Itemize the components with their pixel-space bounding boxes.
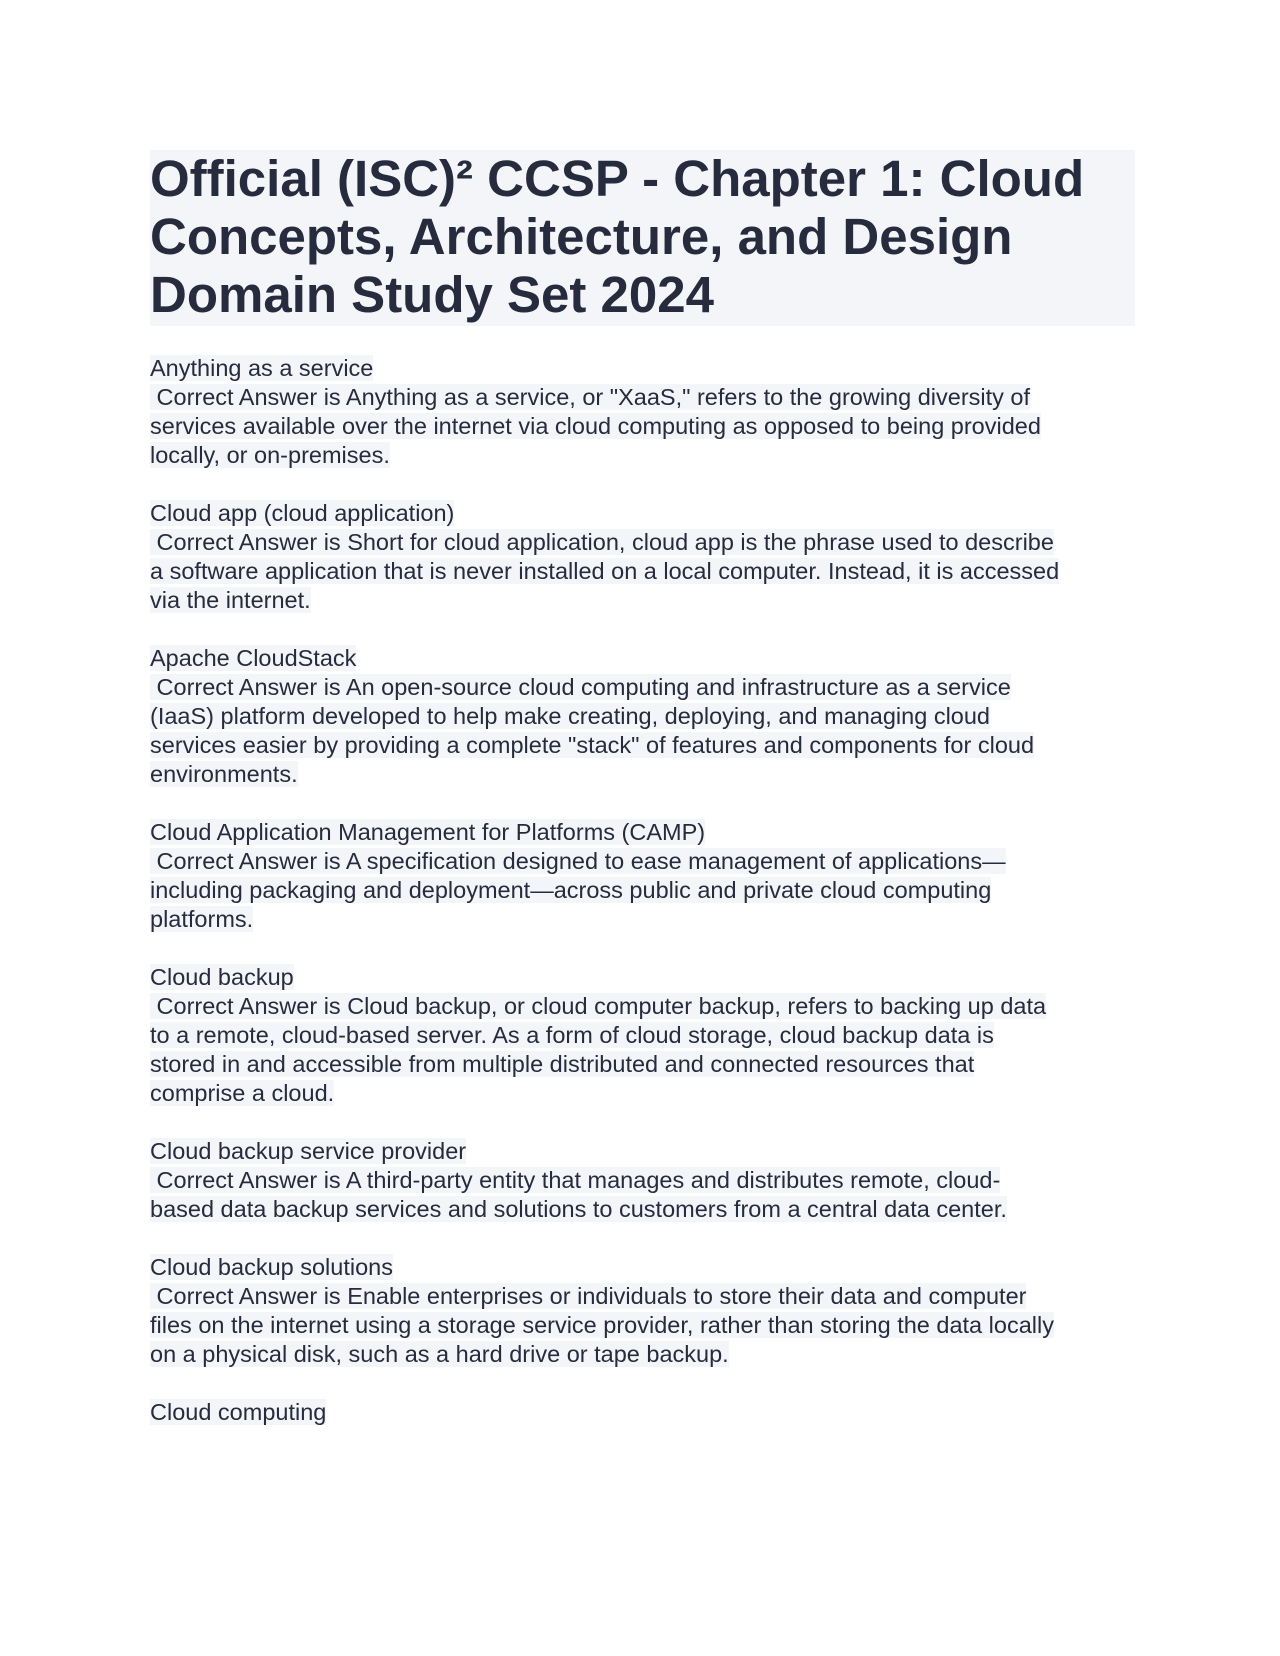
entry-term: Cloud backup service provider xyxy=(150,1138,467,1164)
answer-line: locally, or on-premises. xyxy=(150,442,390,468)
entry-cloud-backup-service-provider xyxy=(150,1137,1135,1224)
entry-term: Cloud app (cloud application) xyxy=(150,500,455,526)
entry-term: Anything as a service xyxy=(150,355,374,381)
answer-line: Correct Answer is An open-source cloud computing and infrastructure as a service xyxy=(150,674,1011,700)
answer-line: including packaging and deployment—across public and private cloud computing xyxy=(150,877,992,903)
answer-line: services available over the internet via cloud computing as opposed to being provided xyxy=(150,413,1041,439)
answer-line: files on the internet using a storage service provider, rather than storing the data locally xyxy=(150,1312,1054,1338)
entry-apache-cloudstack xyxy=(150,644,1135,789)
entry-cloud-computing xyxy=(150,1398,1135,1427)
answer-line: on a physical disk, such as a hard drive or tape backup. xyxy=(150,1341,729,1367)
answer-line: services easier by providing a complete "stack" of features and components for cloud xyxy=(150,732,1035,758)
title-line: Official (ISC)² CCSP - Chapter 1: Cloud xyxy=(150,150,1085,207)
document-page xyxy=(150,150,1135,1456)
answer-line: Correct Answer is A third-party entity that manages and distributes remote, cloud- xyxy=(150,1167,1001,1193)
entry-anything-as-a-service xyxy=(150,354,1135,470)
answer-line: (IaaS) platform developed to help make creating, deploying, and managing cloud xyxy=(150,703,990,729)
entry-camp xyxy=(150,818,1135,934)
entry-cloud-app xyxy=(150,499,1135,615)
answer-line: to a remote, cloud-based server. As a form of cloud storage, cloud backup data is xyxy=(150,1022,994,1048)
answer-line: a software application that is never installed on a local computer. Instead, it is accessed xyxy=(150,558,1060,584)
entry-term: Cloud computing xyxy=(150,1399,327,1425)
entry-list xyxy=(150,354,1135,1427)
entry-cloud-backup xyxy=(150,963,1135,1108)
answer-line: comprise a cloud. xyxy=(150,1080,335,1106)
entry-term: Apache CloudStack xyxy=(150,645,357,671)
answer-line: Correct Answer is A specification designed to ease management of applications— xyxy=(150,848,1006,874)
entry-term: Cloud backup solutions xyxy=(150,1254,393,1280)
answer-line: environments. xyxy=(150,761,298,787)
document-title xyxy=(150,150,1135,326)
answer-line: stored in and accessible from multiple distributed and connected resources that xyxy=(150,1051,975,1077)
answer-line: Correct Answer is Anything as a service, or "XaaS," refers to the growing diversity of xyxy=(150,384,1031,410)
answer-line: via the internet. xyxy=(150,587,311,613)
answer-line: Correct Answer is Short for cloud application, cloud app is the phrase used to describe xyxy=(150,529,1054,555)
answer-line: Correct Answer is Cloud backup, or cloud computer backup, refers to backing up data xyxy=(150,993,1047,1019)
title-line: Concepts, Architecture, and Design xyxy=(150,208,1013,265)
entry-cloud-backup-solutions xyxy=(150,1253,1135,1369)
entry-term: Cloud backup xyxy=(150,964,294,990)
answer-line: platforms. xyxy=(150,906,254,932)
answer-line: based data backup services and solutions to customers from a central data center. xyxy=(150,1196,1007,1222)
answer-line: Correct Answer is Enable enterprises or individuals to store their data and computer xyxy=(150,1283,1027,1309)
title-line: Domain Study Set 2024 xyxy=(150,266,715,323)
entry-term: Cloud Application Management for Platforms (CAMP) xyxy=(150,819,706,845)
